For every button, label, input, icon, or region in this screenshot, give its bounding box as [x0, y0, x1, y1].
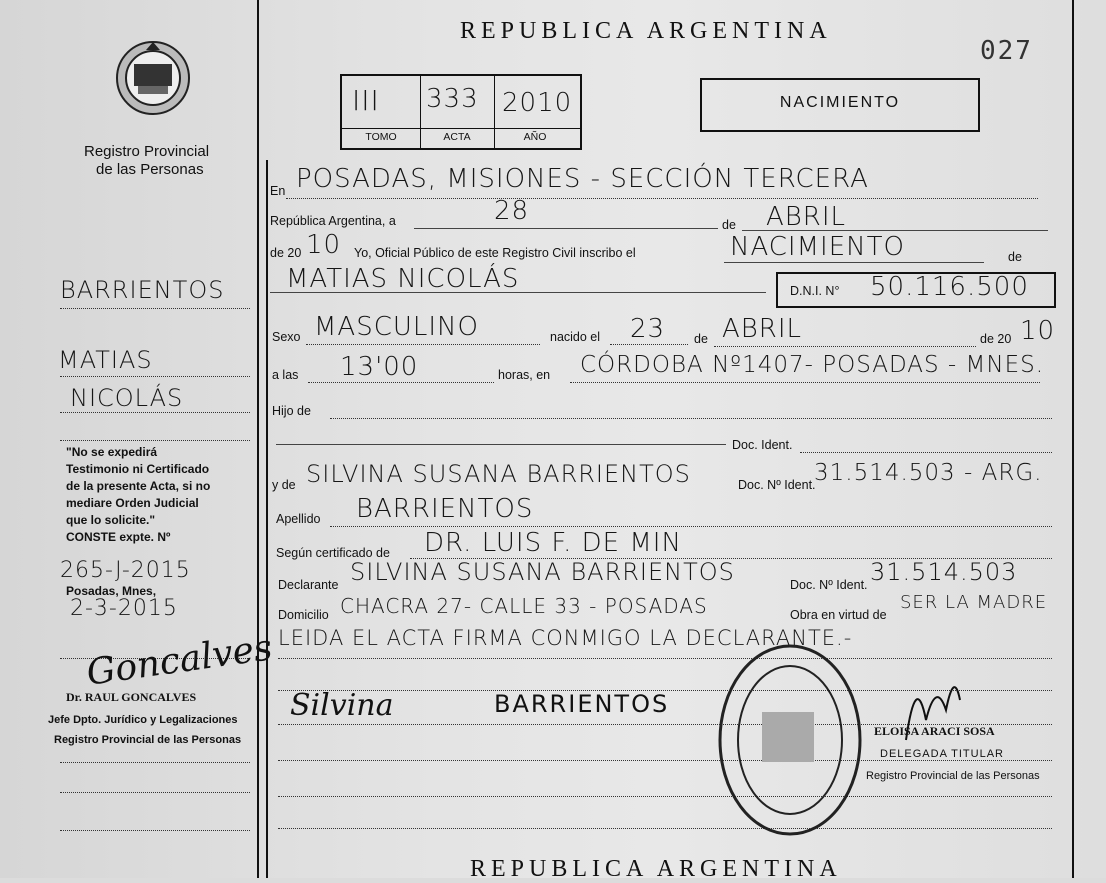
record-type: NACIMIENTO — [779, 94, 901, 111]
apellido-value: BARRIENTOS — [356, 494, 534, 524]
domicilio-value: CHACRA 27- CALLE 33 - POSADAS — [340, 594, 708, 618]
de-label-1: de — [722, 218, 736, 232]
dni-label: D.N.I. N° — [790, 284, 840, 298]
dni-value: 50.116.500 — [870, 272, 1029, 302]
ano-value: 2010 — [502, 88, 573, 118]
margin-signature-script: Goncalves — [84, 627, 275, 694]
day-value: 28 — [494, 196, 530, 226]
republica-label: República Argentina, a — [270, 214, 396, 228]
margin-signer-title: Jefe Dpto. Jurídico y Legalizaciones — [48, 714, 238, 726]
margin-place: Posadas, Mnes, — [66, 584, 157, 598]
margin-second-name: NICOLÁS — [70, 384, 184, 412]
registry-name-line1: Registro Provincial — [84, 143, 210, 160]
declarante-doc-value: 31.514.503 — [870, 558, 1018, 586]
legal-notice-line1: "No se expedirá — [66, 445, 158, 459]
legal-notice — [66, 444, 210, 546]
observacion-value: LEIDA EL ACTA FIRMA CONMIGO LA DECLARANTE.- — [278, 626, 853, 650]
declarante-label: Declarante — [278, 578, 339, 592]
doc-ident-label-3: Doc. Nº Ident. — [790, 578, 868, 592]
de-label-2: de — [1008, 250, 1022, 264]
signature-declarante-print: BARRIENTOS — [494, 690, 670, 718]
child-name-value: MATIAS NICOLÁS — [286, 264, 520, 294]
apellido-label: Apellido — [276, 512, 321, 526]
legal-notice-line4: mediare Orden Judicial — [66, 496, 199, 510]
birth-year-suffix: 10 — [1020, 316, 1056, 346]
sexo-value: MASCULINO — [314, 312, 479, 342]
left-column-rule — [257, 0, 259, 878]
domicilio-label: Domicilio — [278, 608, 329, 622]
mother-name-value: SILVINA SUSANA BARRIENTOS — [306, 460, 691, 488]
birth-year-prefix: de 20 — [980, 332, 1012, 346]
obra-value: SER LA MADRE — [900, 592, 1048, 613]
acta-caption: ACTA — [443, 131, 471, 143]
legal-notice-line2: Testimonio ni Certificado — [66, 462, 210, 476]
tomo-value: III — [352, 84, 380, 117]
year-suffix-value: 10 — [306, 230, 342, 260]
officer-registry: Registro Provincial de las Personas — [866, 770, 1040, 782]
place-value: POSADAS, MISIONES - SECCIÓN TERCERA — [296, 164, 869, 194]
mother-doc-value: 31.514.503 - ARG. — [814, 460, 1043, 486]
margin-signer-name: Dr. RAUL GONCALVES — [66, 690, 197, 704]
de-label-3: de — [694, 332, 708, 346]
right-rule — [1072, 0, 1074, 878]
country-title: REPUBLICA ARGENTINA — [460, 18, 832, 44]
lugar-label: horas, en — [498, 368, 551, 382]
hijo-label: Hijo de — [272, 404, 311, 418]
registry-name-line2: de las Personas — [96, 161, 204, 178]
en-label: En — [270, 184, 286, 198]
month-value: ABRIL — [766, 202, 847, 232]
margin-date: 2-3-2015 — [70, 596, 178, 621]
margin-first-name: MATIAS — [58, 346, 153, 374]
officer-title: DELEGADA TITULAR — [880, 748, 1004, 760]
inner-rule — [266, 160, 268, 878]
official-round-stamp — [710, 640, 870, 840]
lugar-value: CÓRDOBA Nº1407- POSADAS - MNES. — [580, 352, 1045, 378]
margin-surname: BARRIENTOS — [60, 276, 225, 304]
certificado-label: Según certificado de — [276, 546, 390, 560]
oficial-statement: Yo, Oficial Público de este Registro Civil inscribo el — [354, 246, 636, 260]
officer-signature-icon — [896, 660, 966, 750]
year-prefix-label: de 20 — [270, 246, 302, 260]
birth-month-value: ABRIL — [722, 314, 803, 344]
doc-ident-label: Doc. Ident. — [732, 438, 793, 452]
legal-notice-line6: CONSTE expte. Nº — [66, 530, 171, 544]
margin-signer-registry: Registro Provincial de las Personas — [54, 734, 242, 746]
page-number: 027 — [980, 36, 1033, 66]
acta-value: 333 — [426, 84, 479, 114]
signature-declarante: Silvina — [290, 688, 394, 723]
record-type-box — [700, 78, 980, 132]
declarante-value: SILVINA SUSANA BARRIENTOS — [350, 558, 735, 586]
dni-box — [776, 272, 1056, 308]
officer-name: ELOISA ARACI SOSA — [874, 724, 995, 738]
margin-expte-number: 265-J-2015 — [60, 558, 191, 583]
ano-caption: AÑO — [523, 131, 547, 143]
hora-value: 13'00 — [340, 352, 419, 382]
hora-label: a las — [272, 368, 299, 382]
provincial-seal-icon — [108, 36, 198, 120]
y-de-label: y de — [272, 478, 296, 492]
doc-ident-label-2: Doc. Nº Ident. — [738, 478, 816, 492]
sexo-label: Sexo — [272, 330, 301, 344]
tomo-caption: TOMO — [365, 131, 397, 143]
certificado-value: DR. LUIS F. DE MIN — [424, 528, 682, 558]
nacido-label: nacido el — [550, 330, 601, 344]
birth-day-value: 23 — [630, 314, 666, 344]
legal-notice-line5: que lo solicite." — [66, 513, 156, 527]
obra-label: Obra en virtud de — [790, 608, 887, 622]
act-type-value: NACIMIENTO — [730, 232, 905, 262]
footer-country-title: REPUBLICA ARGENTINA — [470, 856, 842, 882]
legal-notice-line3: de la presente Acta, si no — [66, 479, 211, 493]
record-number-box — [340, 74, 582, 150]
